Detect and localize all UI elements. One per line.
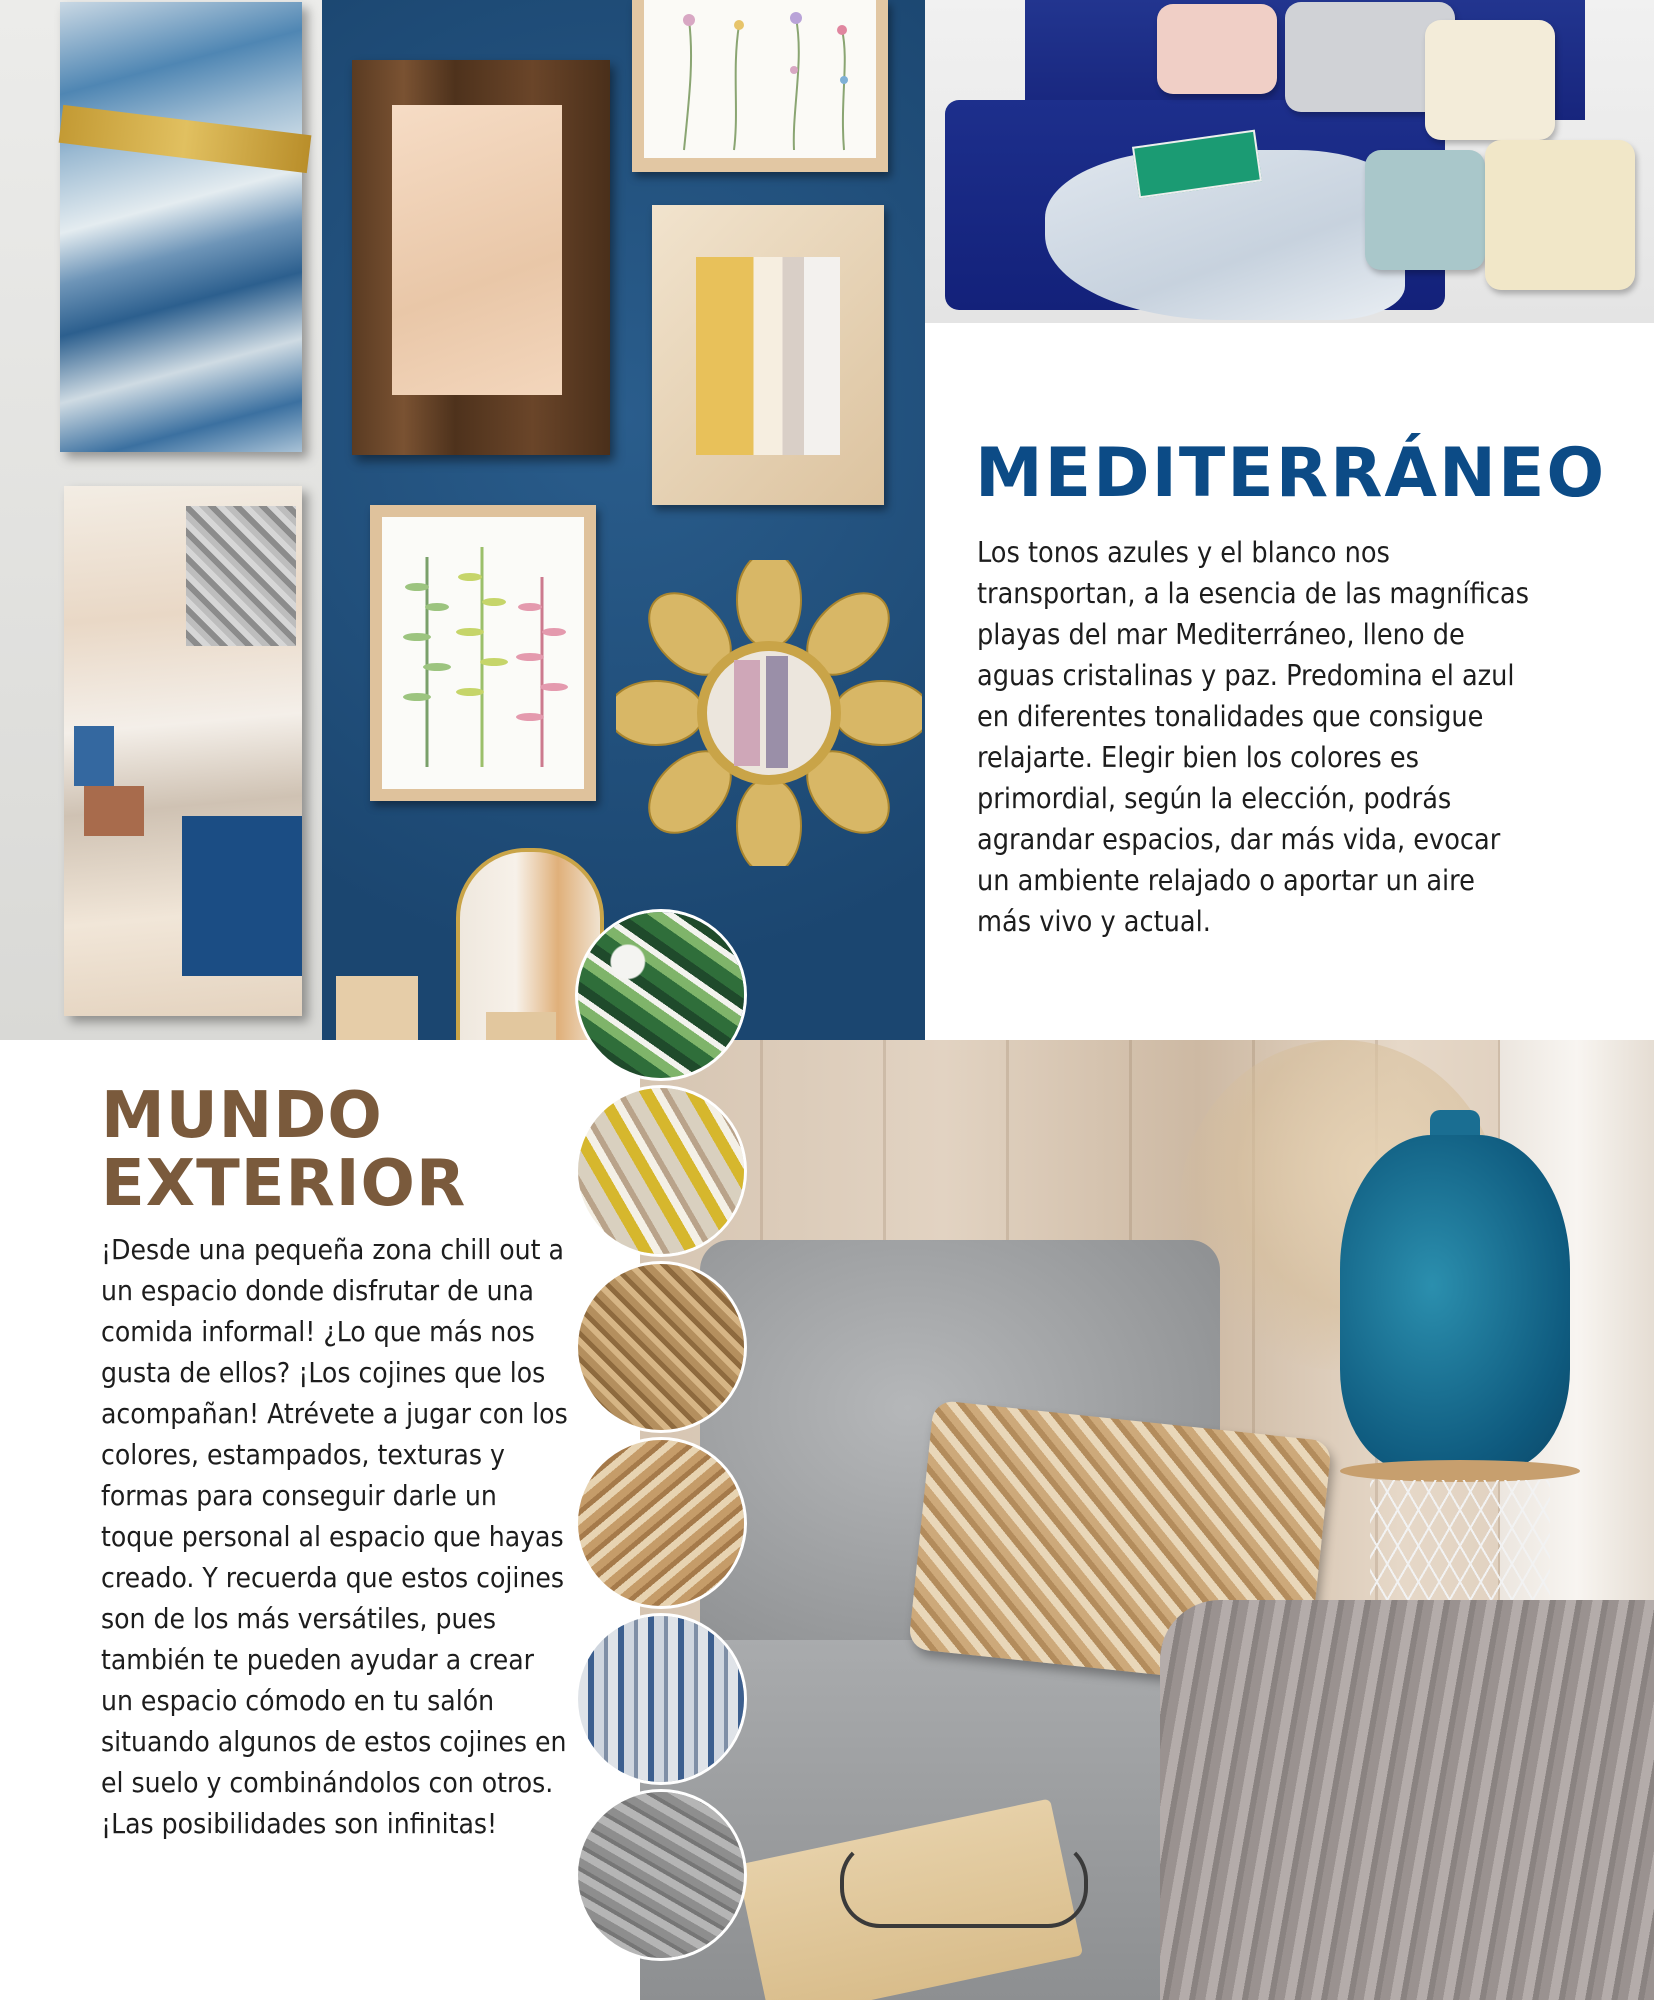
carved-mirror-frame	[652, 205, 884, 505]
rustic-wood-frame	[352, 60, 610, 455]
grey-knit-throw	[1160, 1600, 1654, 2000]
gold-stripe	[59, 105, 312, 173]
sunflower-mirror	[616, 560, 922, 866]
wildflower-drawing	[644, 0, 876, 158]
abstract-beige-canvas	[64, 486, 302, 1016]
mundo-exterior-body: ¡Desde una pequeña zona chill out a un espacio donde disfrutar de una comida informal! ¿Lo que más nos gusta de ellos? ¡Los cojines que los acompañan! Atrévete a jugar con los colores, estampados, texturas y formas para conseguir darle un toque personal al espacio que hayas creado. Y recuerda que estos cojines son de los más versátiles, pues también te pueden ayudar a crear un espacio cómodo en tu salón situando algunos de estos cojines en el suelo y combinándolos con otros. ¡Las posibilidades son infinitas!	[101, 1233, 568, 1840]
small-photo-frame	[336, 976, 418, 1040]
mediterraneo-title: MEDITERRÁNEO	[975, 434, 1607, 513]
cream-pillow	[1425, 20, 1555, 140]
blue-block	[182, 816, 302, 976]
pink-pillow	[1157, 4, 1277, 94]
blue-ikat-swatch	[578, 1616, 744, 1782]
striped-pillow	[1485, 140, 1635, 290]
fern-print	[382, 517, 584, 789]
small-photo-frame	[486, 1012, 556, 1040]
blue-accent	[74, 726, 114, 786]
silver-texture	[186, 506, 296, 646]
fern-drawing	[382, 517, 584, 789]
rust-accent	[84, 786, 144, 836]
reading-glasses	[840, 1840, 1088, 1928]
side-table-top	[1340, 1460, 1580, 1482]
abstract-blue-canvas	[60, 2, 302, 452]
grey-lounge-photo	[640, 1040, 1654, 2000]
mundo-exterior-title-line1: MUNDO	[101, 1079, 383, 1153]
navy-cushions-photo	[925, 0, 1654, 323]
yellow-stripe-swatch	[578, 1088, 744, 1254]
mirror-reflection	[696, 257, 840, 455]
jute-braid-swatch	[578, 1264, 744, 1430]
mundo-exterior-title	[101, 1079, 467, 1221]
teal-glass-vase	[1340, 1135, 1570, 1470]
wood-frame-inner	[392, 105, 562, 395]
woven-herringbone-swatch	[578, 1440, 744, 1606]
aqua-pillow	[1365, 150, 1485, 270]
gallery-wall-photo	[0, 0, 925, 1040]
grey-knit-swatch	[578, 1792, 744, 1958]
mediterraneo-body: Los tonos azules y el blanco nos transportan, a la esencia de las magníficas playas del mar Mediterráneo, lleno de aguas cristalinas y paz. Predomina el azul en diferentes tonalidades que consigue relajarte. Elegir bien los colores es primordial, según la elección, podrás agrandar espacios, dar más vida, evocar un ambiente relajado o aportar un aire más vivo y actual.	[977, 536, 1529, 938]
wildflower-print	[644, 0, 876, 158]
tropical-leaf-swatch	[578, 912, 744, 1078]
fern-print-frame	[370, 505, 596, 801]
mundo-exterior-title-line2: EXTERIOR	[101, 1147, 467, 1221]
wildflower-print-frame	[632, 0, 888, 172]
